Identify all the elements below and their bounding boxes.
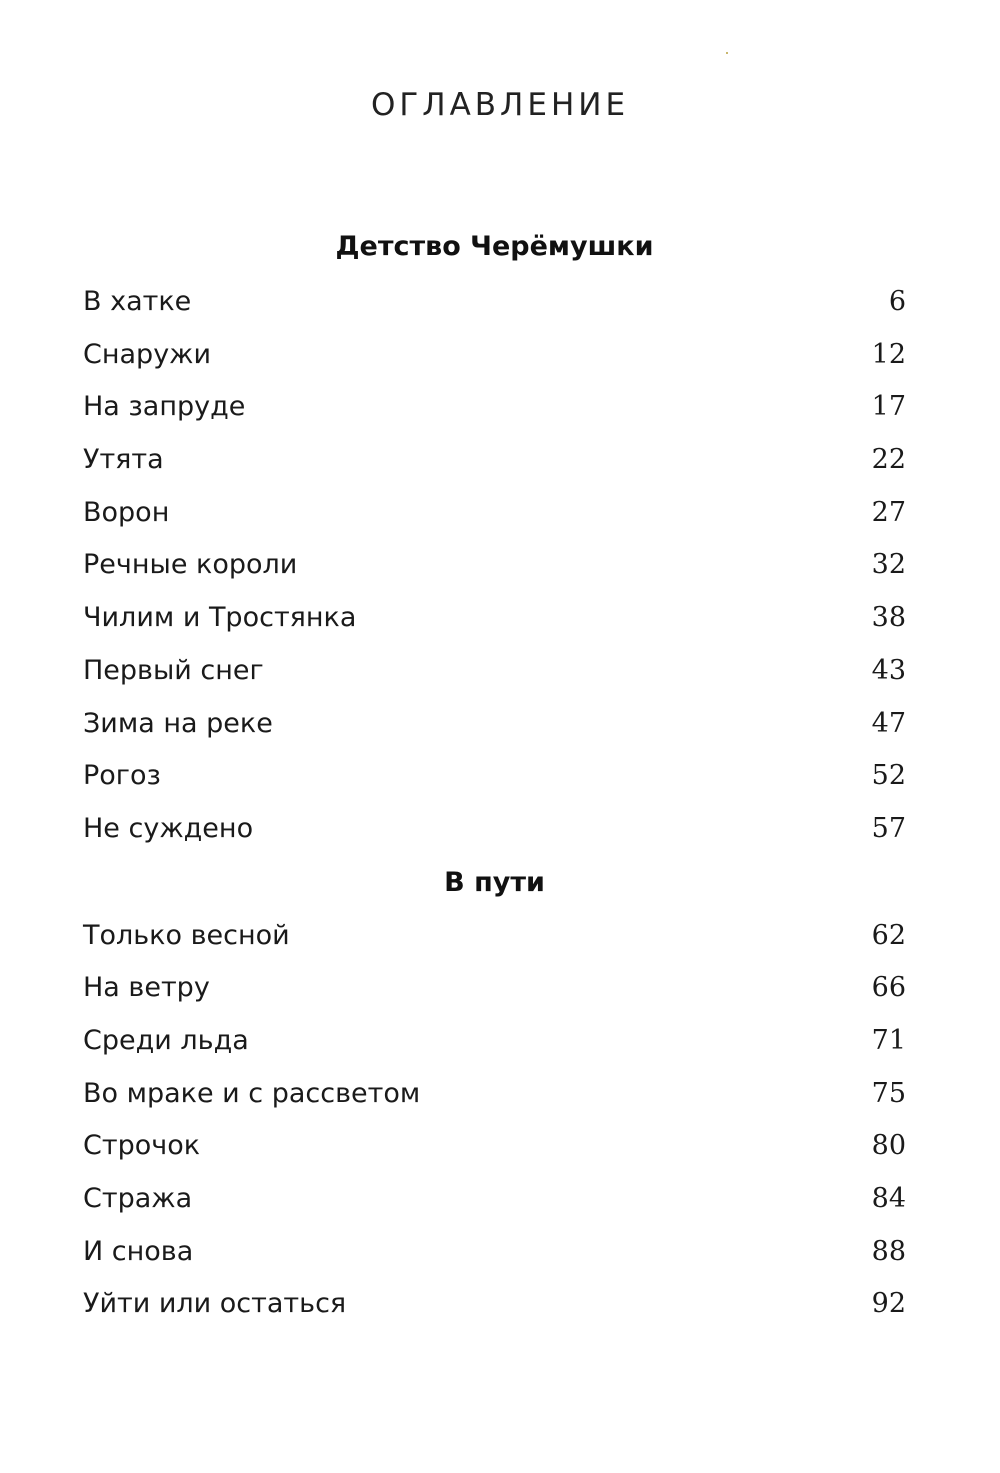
entry-page-number: 27	[871, 496, 906, 528]
toc-entry	[83, 1173, 906, 1226]
entry-title: Речные короли	[83, 549, 298, 581]
toc-entry	[83, 1278, 906, 1331]
entry-page-number: 22	[871, 444, 906, 476]
toc-entry	[83, 1015, 906, 1068]
entry-title: Первый снег	[83, 654, 264, 686]
toc-entry	[83, 434, 906, 487]
entry-page-number: 80	[871, 1130, 906, 1162]
entry-title: Не суждено	[83, 812, 254, 844]
entry-page-number: 84	[871, 1183, 906, 1214]
entry-page-number: 17	[871, 391, 906, 423]
entry-title: Зима на реке	[83, 707, 273, 739]
toc-entry	[83, 910, 906, 963]
entry-title: Утята	[83, 444, 164, 476]
section-title: В пути	[444, 866, 545, 898]
toc-entry	[83, 1068, 906, 1121]
entry-title: В хатке	[83, 286, 192, 317]
entry-page-number: 57	[871, 812, 906, 844]
entry-page-number: 75	[871, 1077, 906, 1109]
section-title: Детство Черёмушки	[335, 231, 654, 262]
toc-entry	[83, 329, 906, 382]
toc-section-1	[83, 218, 906, 856]
entry-page-number: 88	[871, 1235, 906, 1267]
page-title: ОГЛАВЛЕНИЕ	[370, 86, 630, 123]
entry-title: Во мраке и с рассветом	[83, 1077, 421, 1109]
entry-title: Чилим и Тростянка	[83, 602, 357, 634]
toc-entry	[83, 698, 906, 751]
table-of-contents	[83, 218, 906, 1331]
entry-page-number: 12	[871, 338, 906, 370]
toc-entry	[83, 803, 906, 856]
entry-title: Только весной	[83, 919, 290, 951]
toc-entry	[83, 592, 906, 645]
toc-section-2	[83, 856, 906, 1332]
entry-title: И снова	[83, 1235, 194, 1267]
entry-page-number: 66	[871, 972, 906, 1004]
entry-title: Строчок	[83, 1130, 201, 1162]
toc-entry	[83, 645, 906, 698]
toc-entry	[83, 1226, 906, 1279]
entry-title: Ворон	[83, 496, 170, 528]
entry-title: На запруде	[83, 391, 246, 423]
entry-title: Стража	[83, 1183, 193, 1214]
toc-entry	[83, 1120, 906, 1173]
entry-page-number: 47	[871, 707, 906, 739]
entry-page-number: 71	[871, 1024, 906, 1056]
toc-entry	[83, 276, 906, 329]
entry-page-number: 6	[888, 286, 906, 317]
entry-title: На ветру	[83, 972, 210, 1004]
entry-page-number: 43	[871, 654, 906, 686]
entry-title: Среди льда	[83, 1024, 249, 1056]
entry-page-number: 62	[871, 919, 906, 951]
entry-page-number: 38	[871, 602, 906, 634]
toc-entry	[83, 487, 906, 540]
entry-page-number: 52	[871, 760, 906, 792]
entry-title: Снаружи	[83, 338, 212, 370]
entry-title: Уйти или остаться	[83, 1288, 347, 1320]
toc-entry	[83, 750, 906, 803]
entry-page-number: 92	[871, 1288, 906, 1320]
toc-entry	[83, 381, 906, 434]
entry-page-number: 32	[871, 549, 906, 581]
entry-title: Рогоз	[83, 760, 161, 792]
print-speck	[726, 52, 728, 54]
toc-entry	[83, 539, 906, 592]
toc-entry	[83, 962, 906, 1015]
